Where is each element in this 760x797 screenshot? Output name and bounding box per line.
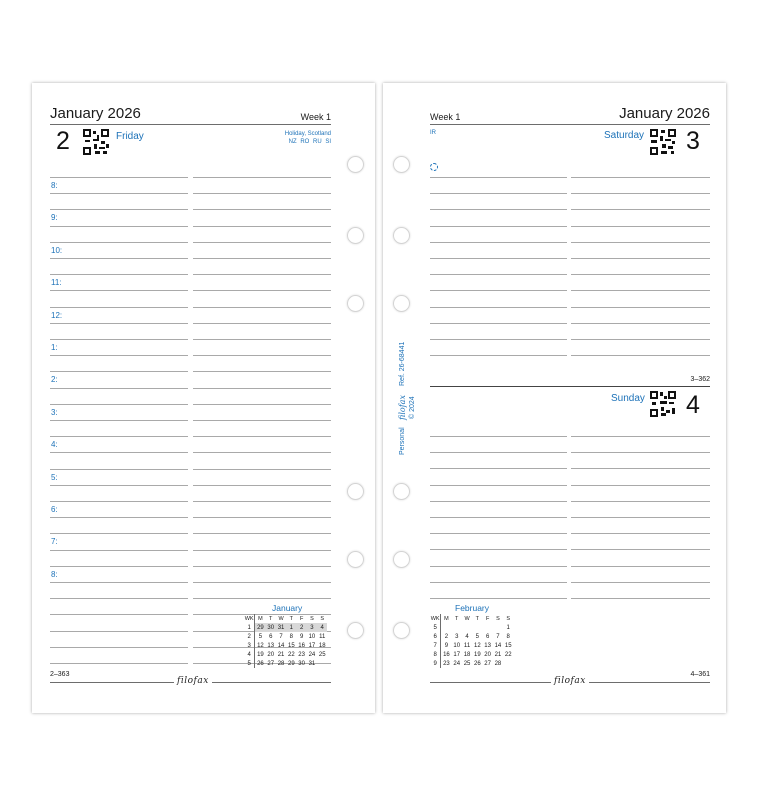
rule-line [430, 209, 567, 210]
calendar-day: 2 [296, 623, 306, 632]
rule-line [571, 226, 710, 227]
filofax-logo: filofax [174, 676, 212, 686]
rule-line [571, 517, 710, 518]
rule-line [193, 323, 331, 324]
rule-line [50, 614, 188, 615]
rule-line [193, 355, 331, 356]
calendar-day: 27 [484, 660, 491, 667]
calendar-week-number: 5 [244, 659, 255, 668]
calendar-week-number: 5 [430, 623, 441, 632]
rule-line [430, 355, 567, 356]
rule-line [50, 258, 188, 259]
calendar-header-cell: WK [244, 615, 254, 622]
calendar-day: 18 [318, 642, 326, 649]
calendar-day [317, 659, 327, 668]
qr-code-icon [650, 391, 676, 417]
rule-line [50, 647, 188, 648]
binder-hole [393, 483, 410, 500]
spine-copyright: © 2024 [409, 396, 416, 419]
calendar-day: 8 [289, 633, 293, 640]
rule-line [571, 274, 710, 275]
calendar-header-cell: T [455, 615, 459, 622]
calendar-header-cell: F [485, 615, 490, 622]
rule-line [571, 452, 710, 453]
rule-line [571, 533, 710, 534]
rule-line [50, 452, 188, 453]
note-code: IR [430, 130, 436, 136]
day-name: Friday [116, 131, 144, 142]
rule-line [193, 209, 331, 210]
rule-line [430, 193, 567, 194]
rule-line [430, 549, 567, 550]
calendar-week-number: 9 [430, 659, 441, 668]
rule-line [50, 209, 188, 210]
calendar-week-number: 4 [244, 650, 255, 659]
calendar-day: 15 [504, 642, 512, 649]
hour-label: 3: [51, 407, 58, 417]
day-number: 2 [56, 127, 70, 155]
rule-line [430, 533, 567, 534]
week-label: Week 1 [300, 112, 331, 122]
calendar-day [493, 623, 503, 632]
rule-line [430, 307, 567, 308]
calendar-day: 7 [279, 633, 283, 640]
calendar-day [482, 623, 492, 632]
rule-line [571, 209, 710, 210]
rule-line [430, 274, 567, 275]
calendar-day: 22 [287, 651, 295, 658]
header-rule [50, 124, 331, 125]
calendar-day: 4 [317, 623, 327, 632]
binder-hole [347, 227, 364, 244]
calendar-day: 12 [257, 642, 264, 649]
hour-label: 12: [51, 310, 63, 320]
rule-line [50, 469, 188, 470]
hour-label: 4: [51, 440, 58, 450]
month-title: January 2026 [50, 105, 141, 122]
hour-label: 11: [51, 278, 62, 288]
binder-hole [347, 483, 364, 500]
rule-line [193, 193, 331, 194]
rule-line [571, 549, 710, 550]
rule-line [50, 436, 188, 437]
rule-line [430, 242, 567, 243]
calendar-day: 21 [277, 651, 285, 658]
calendar-day: 2 [444, 633, 449, 640]
rule-line [193, 485, 331, 486]
rule-line [571, 290, 710, 291]
calendar-header-cell: S [320, 615, 325, 622]
calendar-day: 20 [267, 651, 275, 658]
spine-brand: filofax [398, 395, 407, 420]
sunday-name: Sunday [611, 393, 645, 404]
month-title: January 2026 [619, 105, 710, 122]
calendar-day: 23 [298, 651, 305, 658]
holiday-countries: NZ RO RU SI [288, 139, 331, 145]
rule-line [193, 371, 331, 372]
rule-line [50, 388, 188, 389]
rule-line [50, 404, 188, 405]
calendar-day: 20 [484, 651, 491, 658]
rule-line [430, 323, 567, 324]
rule-line [430, 582, 567, 583]
calendar-day: 3 [307, 623, 317, 632]
calendar-day: 11 [319, 633, 326, 640]
binder-hole [393, 295, 410, 312]
calendar-day: 28 [494, 660, 502, 667]
rule-line [50, 501, 188, 502]
calendar-day [441, 623, 452, 632]
rule-line [430, 290, 567, 291]
calendar-day: 26 [473, 660, 481, 667]
moon-phase-icon [430, 163, 438, 171]
rule-line [571, 566, 710, 567]
binder-hole [347, 295, 364, 312]
left-diary-page [32, 83, 375, 713]
calendar-day: 16 [443, 651, 450, 658]
calendar-week-number: 3 [244, 641, 255, 650]
holiday-text: Holiday, Scotland [284, 131, 331, 137]
calendar-day: 6 [269, 633, 273, 640]
filofax-logo: filofax [551, 676, 589, 686]
calendar-day: 9 [444, 642, 449, 649]
rule-line [193, 420, 331, 421]
rule-line [430, 177, 567, 178]
rule-line [430, 485, 567, 486]
rule-line [571, 242, 710, 243]
rule-line [50, 371, 188, 372]
calendar-day: 14 [277, 642, 285, 649]
calendar-day: 8 [506, 633, 510, 640]
rule-line [193, 566, 331, 567]
calendar-day: 13 [484, 642, 491, 649]
rule-line [193, 290, 331, 291]
calendar-header-cell: M [444, 615, 449, 622]
binder-hole [347, 156, 364, 173]
rule-line [571, 307, 710, 308]
hour-label: 8: [51, 181, 58, 190]
calendar-week-number: 7 [430, 641, 441, 650]
calendar-header-cell: S [496, 615, 500, 622]
calendar-day: 4 [465, 633, 469, 640]
calendar-day: 23 [443, 660, 450, 667]
calendar-day: 18 [463, 651, 471, 658]
qr-code-icon [650, 129, 676, 155]
hour-label: 6: [51, 505, 58, 514]
hour-label: 7: [51, 537, 58, 547]
rule-line [193, 242, 331, 243]
calendar-day: 21 [494, 651, 502, 658]
rule-line [193, 598, 331, 599]
calendar-day: 3 [455, 633, 459, 640]
calendar-day: 24 [308, 651, 316, 658]
rule-line [50, 355, 188, 356]
rule-line [50, 290, 188, 291]
rule-line [50, 420, 188, 421]
calendar-day: 17 [453, 651, 461, 658]
mini-calendar [430, 614, 513, 668]
calendar-day: 27 [267, 660, 275, 667]
rule-line [193, 517, 331, 518]
calendar-day: 10 [308, 633, 316, 640]
rule-line [193, 307, 331, 308]
rule-line [571, 468, 710, 469]
rule-line [50, 550, 188, 551]
calendar-header-cell: S [310, 615, 314, 622]
rule-line [50, 485, 188, 486]
calendar-day: 29 [255, 623, 266, 632]
calendar-day: 30 [267, 624, 275, 631]
rule-line [193, 582, 331, 583]
calendar-day: 13 [267, 642, 275, 649]
calendar-header-cell: M [258, 615, 263, 622]
calendar-day: 1 [506, 624, 510, 631]
saturday-number: 3 [686, 127, 700, 155]
binder-hole [393, 156, 410, 173]
binder-hole [393, 227, 410, 244]
calendar-header-cell: F [299, 615, 304, 622]
calendar-day: 14 [494, 642, 502, 649]
hour-label: 2: [51, 375, 58, 385]
rule-line [430, 517, 567, 518]
calendar-day: 7 [496, 633, 500, 640]
rule-line [50, 598, 188, 599]
header-rule [430, 124, 710, 125]
mini-calendar [244, 614, 327, 668]
hour-label: 10: [51, 245, 63, 255]
binder-hole [347, 622, 364, 639]
rule-line [193, 550, 331, 551]
spine-size-label: Personal [399, 427, 406, 455]
page-reference: 2–363 [50, 671, 70, 678]
calendar-week-number: 8 [430, 650, 441, 659]
rule-line [50, 566, 188, 567]
rule-line [193, 226, 331, 227]
rule-line [193, 452, 331, 453]
calendar-day: 16 [298, 642, 305, 649]
rule-line [430, 501, 567, 502]
rule-line [193, 339, 331, 340]
calendar-header-cell: W [464, 615, 470, 622]
weekend-divider [430, 386, 710, 387]
rule-line [571, 485, 710, 486]
calendar-day: 19 [257, 651, 264, 658]
rule-line [193, 388, 331, 389]
binder-hole [393, 622, 410, 639]
rule-line [50, 663, 188, 664]
rule-line [50, 323, 188, 324]
calendar-day: 11 [463, 642, 471, 649]
rule-line [193, 177, 331, 178]
rule-line [50, 517, 188, 518]
calendar-day: 28 [277, 660, 285, 667]
rule-line [571, 323, 710, 324]
rule-line [571, 339, 710, 340]
calendar-header-cell: W [278, 615, 284, 622]
rule-line [193, 404, 331, 405]
calendar-header-cell: T [289, 615, 294, 622]
rule-line [193, 258, 331, 259]
calendar-day: 5 [258, 633, 263, 640]
calendar-day: 12 [473, 642, 481, 649]
calendar-day: 6 [485, 633, 490, 640]
calendar-day: 24 [453, 660, 461, 667]
rule-line [430, 436, 567, 437]
rule-line [193, 469, 331, 470]
rule-line [50, 242, 188, 243]
rule-line [193, 501, 331, 502]
rule-line [430, 258, 567, 259]
calendar-day: 9 [299, 633, 304, 640]
rule-line [50, 177, 188, 178]
calendar-day: 26 [257, 660, 264, 667]
rule-line [50, 226, 188, 227]
calendar-header-cell: T [269, 615, 273, 622]
rule-line [430, 339, 567, 340]
rule-line [50, 274, 188, 275]
saturday-name: Saturday [604, 130, 645, 141]
hour-label: 9: [51, 213, 58, 223]
calendar-day: 29 [287, 660, 295, 667]
rule-line [430, 226, 567, 227]
hour-label: 5: [51, 472, 58, 482]
rule-line [571, 582, 710, 583]
calendar-day: 30 [298, 660, 305, 667]
rule-line [571, 436, 710, 437]
calendar-header-cell: S [506, 615, 511, 622]
page-reference: 4–361 [690, 671, 710, 678]
spine-ref: Ref. 26-68441 [399, 341, 406, 386]
rule-line [571, 501, 710, 502]
sunday-number: 4 [686, 391, 700, 419]
rule-line [50, 193, 188, 194]
calendar-day [503, 659, 513, 668]
rule-line [430, 566, 567, 567]
calendar-day: 31 [308, 660, 316, 667]
calendar-day [452, 623, 462, 632]
rule-line [50, 307, 188, 308]
rule-line [193, 533, 331, 534]
rule-line [50, 533, 188, 534]
calendar-day: 5 [475, 633, 479, 640]
rule-line [50, 631, 188, 632]
calendar-day: 15 [287, 642, 295, 649]
calendar-day: 31 [277, 624, 285, 631]
calendar-day: 10 [453, 642, 461, 649]
mini-calendar-title: January [272, 603, 303, 613]
binder-hole [393, 551, 410, 568]
calendar-header-cell: WK [430, 615, 440, 622]
rule-line [430, 598, 567, 599]
calendar-day [462, 623, 472, 632]
rule-line [571, 258, 710, 259]
calendar-day [472, 623, 482, 632]
rule-line [50, 339, 188, 340]
right-diary-page [383, 83, 726, 713]
calendar-week-number: 1 [244, 623, 255, 632]
hour-label: 1: [51, 343, 58, 352]
mini-calendar-title: February [455, 603, 490, 613]
calendar-week-number: 2 [244, 632, 255, 641]
calendar-day: 1 [286, 623, 296, 632]
calendar-day: 25 [318, 651, 326, 658]
calendar-day: 17 [308, 642, 316, 649]
calendar-day: 25 [463, 660, 471, 667]
rule-line [430, 452, 567, 453]
qr-code-icon [83, 129, 109, 155]
rule-line [571, 598, 710, 599]
rule-line [50, 582, 188, 583]
hour-label: 8: [51, 569, 58, 579]
rule-line [571, 177, 710, 178]
rule-line [193, 274, 331, 275]
saturday-page-reference: 3–362 [690, 376, 710, 383]
rule-line [571, 355, 710, 356]
rule-line [571, 193, 710, 194]
calendar-day: 19 [473, 651, 481, 658]
calendar-day: 22 [504, 651, 512, 658]
binder-hole [347, 551, 364, 568]
week-label: Week 1 [430, 112, 461, 122]
rule-line [193, 436, 331, 437]
calendar-header-cell: T [475, 615, 480, 622]
rule-line [430, 468, 567, 469]
calendar-week-number: 6 [430, 632, 441, 641]
